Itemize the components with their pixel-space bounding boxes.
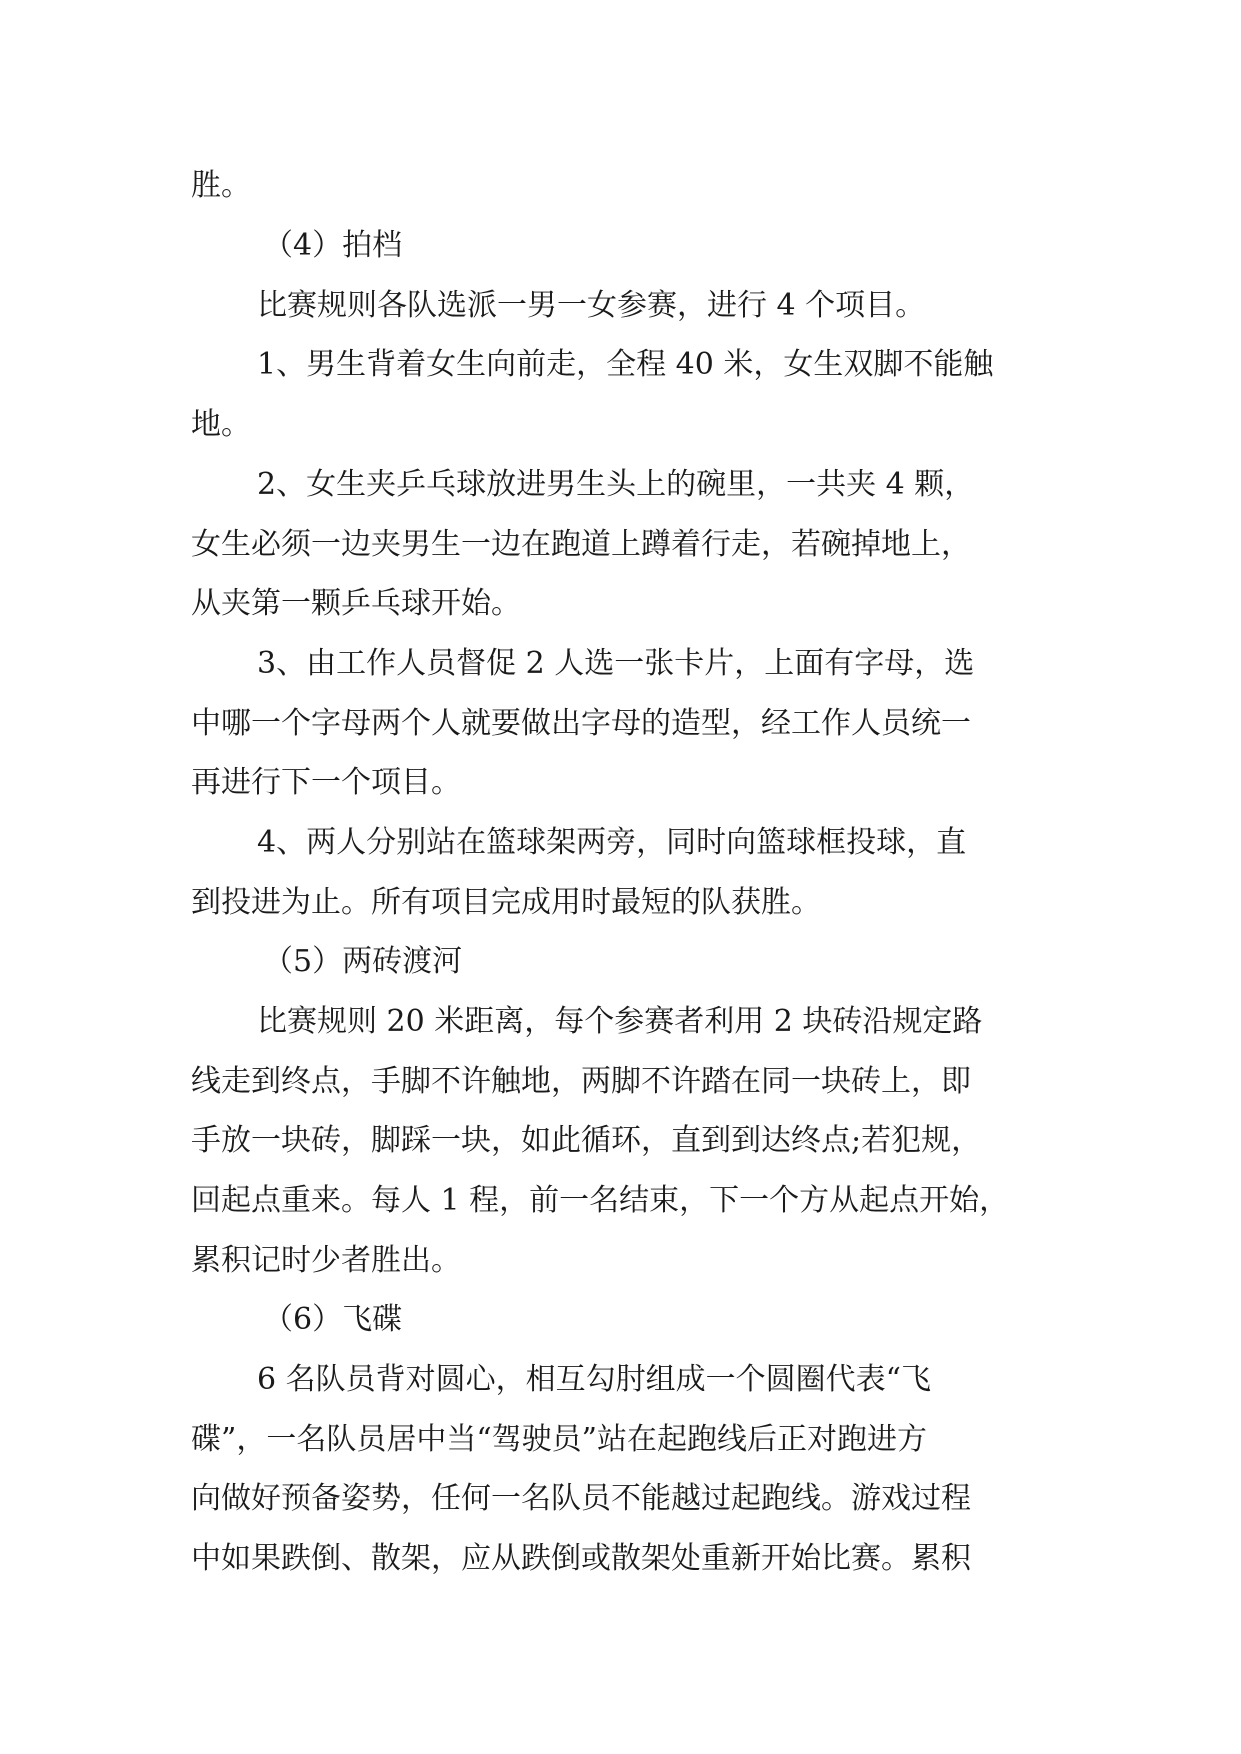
text-line: 比赛规则 20 米距离，每个参赛者利用 2 块砖沿规定路 bbox=[257, 1004, 983, 1039]
text-line: 累积记时少者胜出。 bbox=[191, 1243, 461, 1278]
text-line: 回起点重来。每人 1 程，前一名结束，下一个方从起点开始， bbox=[191, 1183, 1010, 1218]
section-heading: （6）飞碟 bbox=[263, 1302, 403, 1337]
text-line: 中哪一个字母两个人就要做出字母的造型，经工作人员统一 bbox=[191, 706, 971, 741]
text-line: 1、男生背着女生向前走，全程 40 米，女生双脚不能触 bbox=[257, 347, 994, 382]
text-line: 中如果跌倒、散架，应从跌倒或散架处重新开始比赛。累积 bbox=[191, 1541, 971, 1576]
text-line: 碟”，一名队员居中当“驾驶员”站在起跑线后正对跑进方 bbox=[191, 1422, 928, 1457]
text-line: 线走到终点，手脚不许触地，两脚不许踏在同一块砖上，即 bbox=[191, 1064, 971, 1099]
text-line: 比赛规则各队选派一男一女参赛，进行 4 个项目。 bbox=[257, 288, 926, 323]
section-heading: （5）两砖渡河 bbox=[263, 944, 463, 979]
section-heading: （4）拍档 bbox=[263, 228, 403, 263]
text-line: 4、两人分别站在篮球架两旁，同时向篮球框投球，直 bbox=[257, 825, 967, 860]
text-line: 3、由工作人员督促 2 人选一张卡片，上面有字母，选 bbox=[257, 646, 975, 681]
text-line: 从夹第一颗乒乓球开始。 bbox=[191, 586, 521, 621]
text-line: 向做好预备姿势，任何一名队员不能越过起跑线。游戏过程 bbox=[191, 1481, 971, 1516]
text-line: 到投进为止。所有项目完成用时最短的队获胜。 bbox=[191, 885, 821, 920]
text-line: 手放一块砖，脚踩一块，如此循环，直到到达终点;若犯规， bbox=[191, 1123, 982, 1158]
text-line: 再进行下一个项目。 bbox=[191, 765, 461, 800]
text-line: 女生必须一边夹男生一边在跑道上蹲着行走，若碗掉地上， bbox=[191, 527, 971, 562]
text-line: 6 名队员背对圆心，相互勾肘组成一个圆圈代表“飞 bbox=[257, 1362, 931, 1397]
text-line: 地。 bbox=[191, 407, 251, 442]
text-line: 2、女生夹乒乓球放进男生头上的碗里，一共夹 4 颗， bbox=[257, 467, 975, 502]
text-line: 胜。 bbox=[191, 168, 251, 203]
